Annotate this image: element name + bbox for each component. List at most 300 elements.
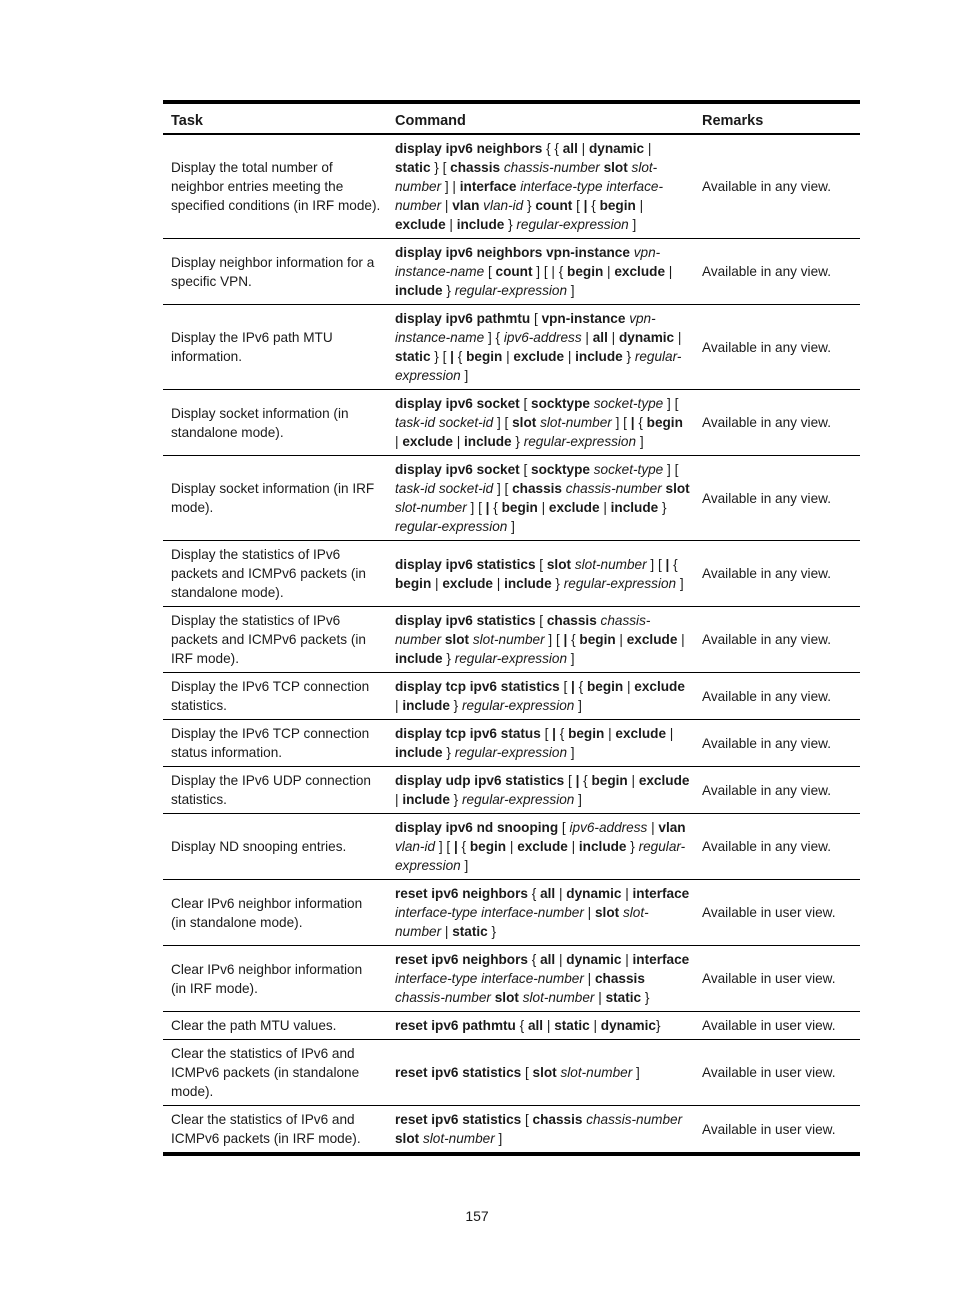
command-cell bbox=[387, 814, 694, 880]
command-keyword: static bbox=[452, 924, 488, 939]
command-syntax: { bbox=[527, 886, 541, 901]
command-keyword: count bbox=[535, 198, 573, 213]
command-keyword: include bbox=[402, 792, 450, 807]
task-cell: Display the statistics of IPv6 packets and ICMPv6 packets (in standalone mode). bbox=[171, 547, 366, 600]
command-keyword: exclude bbox=[626, 632, 678, 647]
command-argument: chassis-number bbox=[503, 160, 600, 175]
command-syntax: ] [ bbox=[493, 481, 513, 496]
command-keyword: display ipv6 socket bbox=[395, 462, 520, 477]
command-argument: chassis-number bbox=[586, 1112, 683, 1127]
command-syntax: | bbox=[594, 990, 606, 1005]
command-syntax: | bbox=[627, 773, 639, 788]
command-keyword: slot bbox=[546, 556, 572, 572]
command-syntax: } bbox=[504, 217, 517, 232]
command-syntax: } bbox=[442, 283, 455, 298]
command-keyword: exclude bbox=[614, 264, 665, 279]
command-keyword: chassis bbox=[595, 971, 645, 986]
header-remarks: Remarks bbox=[702, 113, 764, 129]
command-syntax: [ bbox=[484, 264, 496, 279]
command-syntax: } bbox=[658, 500, 667, 515]
command-argument: slot-number bbox=[395, 160, 658, 194]
command-syntax: ] [ bbox=[663, 462, 679, 477]
task-cell: Display the total number of neighbor entries meeting the specified conditions (in IRF mode). bbox=[171, 160, 381, 213]
command-syntax: | bbox=[603, 264, 615, 279]
command-syntax: | bbox=[621, 886, 633, 901]
command-keyword: display ipv6 neighbors vpn-instance bbox=[395, 245, 630, 260]
command-syntax: | bbox=[583, 905, 595, 920]
command-syntax: } [ bbox=[430, 160, 451, 175]
remarks-cell: Available in any view. bbox=[702, 490, 831, 506]
command-argument: interface-type interface-number bbox=[395, 179, 663, 213]
command-keyword: static bbox=[554, 1018, 590, 1033]
command-table bbox=[163, 100, 860, 1156]
command-keyword: display ipv6 statistics bbox=[395, 556, 536, 572]
command-syntax: ] [ bbox=[663, 396, 679, 411]
command-argument: slot-number bbox=[574, 556, 647, 572]
command-syntax: { bbox=[457, 839, 470, 854]
remarks-cell: Available in any view. bbox=[702, 264, 831, 279]
command-keyword: static bbox=[395, 160, 431, 175]
command-keyword: | bbox=[575, 773, 580, 788]
command-argument: slot-number bbox=[472, 632, 545, 647]
command-keyword: | bbox=[571, 679, 575, 694]
command-syntax: | bbox=[599, 500, 611, 515]
task-cell: Display socket information (in IRF mode). bbox=[171, 481, 375, 515]
command-syntax: | bbox=[555, 886, 567, 901]
command-syntax: | bbox=[506, 839, 518, 854]
command-keyword: chassis bbox=[546, 613, 597, 628]
command-keyword: include bbox=[504, 575, 552, 591]
command-syntax: ] bbox=[574, 792, 582, 807]
task-cell: Display the statistics of IPv6 packets and ICMPv6 packets (in IRF mode). bbox=[171, 613, 366, 666]
command-keyword: exclude bbox=[442, 575, 493, 591]
command-keyword: socktype bbox=[531, 462, 590, 477]
command-keyword: | bbox=[563, 632, 568, 647]
command-argument: regular-expression bbox=[523, 434, 637, 449]
command-keyword: | bbox=[485, 500, 490, 515]
command-cell bbox=[387, 720, 694, 767]
table-row bbox=[163, 720, 860, 767]
command-argument: slot-number bbox=[522, 990, 595, 1005]
remarks-cell: Available in any view. bbox=[702, 782, 831, 798]
command-keyword: begin bbox=[395, 575, 432, 591]
command-syntax: } [ bbox=[430, 349, 451, 364]
command-syntax: | bbox=[581, 330, 593, 345]
command-syntax: | bbox=[445, 217, 457, 232]
command-cell bbox=[387, 946, 694, 1012]
table-row bbox=[163, 880, 860, 946]
command-keyword: all bbox=[592, 330, 608, 345]
command-syntax: ] bbox=[628, 217, 637, 232]
task-cell: Display socket information (in standalone mode). bbox=[171, 405, 349, 440]
command-keyword: include bbox=[395, 283, 443, 298]
command-syntax: { bbox=[669, 556, 678, 572]
command-syntax: | bbox=[589, 1018, 601, 1033]
task-cell: Clear the statistics of IPv6 and ICMPv6 packets (in IRF mode). bbox=[171, 1112, 361, 1146]
command-keyword: | bbox=[453, 839, 458, 854]
command-argument: slot-number bbox=[395, 500, 467, 515]
command-syntax: ] bbox=[636, 434, 644, 449]
command-keyword: include bbox=[395, 651, 443, 666]
command-keyword: display ipv6 statistics bbox=[395, 613, 536, 628]
table-row bbox=[163, 767, 860, 814]
command-keyword: | bbox=[552, 726, 556, 741]
command-keyword: display ipv6 socket bbox=[395, 396, 520, 411]
command-keyword: socktype bbox=[531, 396, 590, 411]
command-argument: vpn-instance-name bbox=[395, 245, 661, 279]
command-syntax: [ bbox=[521, 1065, 533, 1080]
command-syntax: [ bbox=[572, 198, 584, 213]
command-syntax: ] [ bbox=[466, 500, 486, 515]
command-cell bbox=[387, 880, 694, 946]
command-keyword: | bbox=[665, 556, 670, 572]
remarks-cell: Available in user view. bbox=[702, 1018, 836, 1033]
command-keyword: static bbox=[605, 990, 642, 1005]
remarks-cell: Available in any view. bbox=[702, 839, 831, 854]
remarks-cell: Available in any view. bbox=[702, 632, 831, 647]
command-syntax: | bbox=[441, 924, 453, 939]
command-syntax: | bbox=[564, 349, 576, 364]
header-task: Task bbox=[171, 113, 203, 129]
command-syntax: } bbox=[523, 198, 536, 213]
table-row bbox=[163, 814, 860, 880]
table-row bbox=[163, 456, 860, 541]
command-syntax: | bbox=[583, 971, 595, 986]
command-syntax: ] { bbox=[484, 330, 504, 345]
command-syntax: | bbox=[431, 575, 443, 591]
remarks-cell: Available in any view. bbox=[702, 735, 831, 751]
command-keyword: reset ipv6 statistics bbox=[395, 1112, 522, 1127]
command-keyword: static bbox=[395, 349, 431, 364]
command-argument: regular-expression bbox=[395, 839, 686, 873]
command-keyword: begin bbox=[586, 679, 624, 694]
command-keyword: exclude bbox=[513, 349, 565, 364]
command-argument: slot-number bbox=[395, 905, 649, 939]
page-number: 157 bbox=[465, 1208, 489, 1224]
remarks-cell: Available in user view. bbox=[702, 1065, 836, 1080]
command-syntax: | bbox=[615, 632, 627, 647]
command-argument: chassis-number bbox=[395, 990, 491, 1005]
command-argument: task-id socket-id bbox=[395, 415, 494, 430]
command-keyword: slot bbox=[512, 415, 537, 430]
command-keyword: | bbox=[583, 198, 588, 213]
command-keyword: reset ipv6 pathmtu bbox=[395, 1018, 516, 1033]
command-syntax: } bbox=[442, 745, 455, 760]
header-command: Command bbox=[395, 113, 466, 129]
command-keyword: exclude bbox=[517, 839, 568, 854]
command-cell bbox=[387, 673, 694, 720]
command-keyword: interface bbox=[632, 886, 690, 901]
command-keyword: slot bbox=[532, 1065, 557, 1080]
command-syntax: ] bbox=[574, 698, 582, 713]
command-keyword: display ipv6 neighbors bbox=[395, 141, 543, 156]
command-syntax: ] bbox=[567, 745, 575, 760]
command-keyword: include bbox=[575, 349, 623, 364]
command-cell bbox=[387, 456, 694, 541]
remarks-cell: Available in any view. bbox=[702, 339, 831, 355]
command-syntax: } bbox=[487, 924, 497, 939]
command-keyword: reset ipv6 neighbors bbox=[395, 886, 528, 901]
task-cell: Clear the path MTU values. bbox=[171, 1018, 337, 1033]
task-cell: Display the IPv6 TCP connection status information. bbox=[171, 726, 370, 760]
command-syntax: } bbox=[641, 990, 650, 1005]
command-syntax: { bbox=[634, 415, 647, 430]
command-syntax: { bbox=[567, 632, 580, 647]
command-keyword: vpn-instance bbox=[541, 311, 626, 326]
command-cell bbox=[387, 767, 694, 814]
task-cell: Display the IPv6 TCP connection statistics. bbox=[171, 679, 370, 713]
command-keyword: include bbox=[578, 839, 627, 854]
command-keyword: dynamic bbox=[600, 1018, 656, 1033]
command-syntax: | bbox=[644, 141, 652, 156]
table-row bbox=[163, 607, 860, 673]
command-keyword: display ipv6 pathmtu bbox=[395, 311, 531, 326]
command-cell bbox=[387, 134, 694, 239]
command-syntax: ] bbox=[460, 368, 469, 383]
command-syntax: ] [ bbox=[646, 556, 666, 572]
command-syntax: | bbox=[492, 575, 505, 591]
remarks-cell: Available in user view. bbox=[702, 905, 836, 920]
command-syntax: | bbox=[666, 726, 674, 741]
command-syntax: ] [ bbox=[544, 632, 564, 647]
command-keyword: vlan bbox=[658, 820, 686, 835]
command-keyword: | bbox=[450, 349, 454, 364]
command-argument: vlan-id bbox=[395, 839, 436, 854]
command-syntax: | bbox=[567, 839, 579, 854]
command-keyword: exclude bbox=[395, 217, 446, 232]
remarks-cell: Available in any view. bbox=[702, 415, 831, 430]
command-keyword: reset ipv6 statistics bbox=[395, 1065, 522, 1080]
command-keyword: exclude bbox=[615, 726, 667, 741]
command-syntax: | bbox=[395, 434, 403, 449]
command-syntax: ] bbox=[507, 519, 515, 534]
command-keyword: include bbox=[610, 500, 659, 515]
command-argument: regular-expression bbox=[563, 575, 677, 591]
command-syntax: | bbox=[621, 952, 633, 967]
command-syntax: | bbox=[647, 820, 659, 835]
command-keyword: begin bbox=[567, 264, 604, 279]
command-keyword: include bbox=[456, 217, 505, 232]
task-cell: Display ND snooping entries. bbox=[171, 839, 347, 854]
command-argument: regular-expression bbox=[395, 349, 682, 383]
command-keyword: interface bbox=[459, 179, 517, 194]
command-keyword: include bbox=[402, 698, 450, 713]
table-row bbox=[163, 541, 860, 607]
command-argument: regular-expression bbox=[454, 651, 568, 666]
command-keyword: begin bbox=[568, 726, 605, 741]
command-keyword: begin bbox=[469, 839, 507, 854]
command-syntax: [ bbox=[530, 311, 542, 326]
command-syntax: [ bbox=[535, 556, 547, 572]
task-cell: Display the IPv6 path MTU information. bbox=[171, 330, 333, 364]
command-syntax: ] [ bbox=[435, 839, 454, 854]
table-row bbox=[163, 305, 860, 390]
table-row bbox=[163, 134, 860, 239]
command-keyword: exclude bbox=[638, 773, 690, 788]
table-row bbox=[163, 1040, 860, 1106]
command-syntax: { bbox=[515, 1018, 528, 1033]
command-syntax: ] [ bbox=[611, 415, 631, 430]
remarks-cell: Available in any view. bbox=[702, 566, 831, 581]
command-syntax: ] [ | { bbox=[532, 264, 568, 279]
command-keyword: reset ipv6 neighbors bbox=[395, 952, 528, 967]
command-syntax: | bbox=[543, 1018, 555, 1033]
command-keyword: all bbox=[527, 1018, 544, 1033]
command-syntax: ] bbox=[676, 575, 684, 591]
task-cell: Clear IPv6 neighbor information (in standalone mode). bbox=[171, 895, 363, 930]
table-body bbox=[163, 134, 860, 1154]
command-syntax: { bbox=[527, 952, 541, 967]
command-syntax: | bbox=[395, 698, 403, 713]
command-keyword: dynamic bbox=[566, 952, 622, 967]
command-syntax: { bbox=[489, 500, 502, 515]
command-syntax: ] bbox=[494, 1131, 503, 1146]
command-syntax: | bbox=[537, 500, 549, 515]
table-row bbox=[163, 390, 860, 456]
command-argument: regular-expression bbox=[462, 698, 575, 713]
command-keyword: all bbox=[540, 886, 556, 901]
command-syntax: [ bbox=[519, 396, 532, 411]
command-syntax: [ bbox=[521, 1112, 533, 1127]
command-argument: chassis-number bbox=[395, 613, 651, 647]
table-row bbox=[163, 946, 860, 1012]
command-syntax: [ bbox=[564, 773, 576, 788]
table-row bbox=[163, 673, 860, 720]
command-keyword: | bbox=[630, 415, 635, 430]
command-syntax: } bbox=[626, 839, 639, 854]
command-argument: regular-expression bbox=[454, 283, 568, 298]
command-syntax: | bbox=[577, 141, 589, 156]
command-syntax: [ bbox=[540, 726, 553, 741]
command-keyword: begin bbox=[579, 632, 616, 647]
command-syntax: ] [ bbox=[493, 415, 513, 430]
command-argument: task-id socket-id bbox=[395, 481, 494, 496]
remarks-cell: Available in user view. bbox=[702, 971, 836, 986]
command-syntax: } bbox=[551, 575, 564, 591]
command-syntax: | bbox=[665, 264, 673, 279]
command-argument: slot-number bbox=[560, 1065, 633, 1080]
command-keyword: slot bbox=[665, 481, 690, 496]
command-keyword: display tcp ipv6 statistics bbox=[395, 679, 560, 694]
command-cell bbox=[387, 1040, 694, 1106]
command-syntax: | bbox=[623, 679, 635, 694]
command-keyword: begin bbox=[501, 500, 538, 515]
command-keyword: slot bbox=[395, 1131, 420, 1146]
command-keyword: display tcp ipv6 status bbox=[395, 726, 541, 741]
command-syntax: | bbox=[452, 434, 465, 449]
table-row bbox=[163, 1106, 860, 1155]
command-syntax: [ bbox=[559, 679, 572, 694]
command-keyword: begin bbox=[466, 349, 503, 364]
command-argument: chassis-number bbox=[565, 481, 662, 496]
table-row bbox=[163, 1012, 860, 1040]
command-keyword: slot bbox=[595, 905, 620, 920]
command-syntax: { bbox=[579, 773, 592, 788]
command-argument: regular-expression bbox=[395, 519, 508, 534]
remarks-cell: Available in user view. bbox=[702, 1121, 836, 1137]
command-keyword: exclude bbox=[402, 434, 453, 449]
task-cell: Clear IPv6 neighbor information (in IRF mode). bbox=[171, 961, 363, 996]
command-syntax: { { bbox=[542, 141, 563, 156]
command-keyword: interface bbox=[632, 952, 690, 967]
command-keyword: begin bbox=[599, 198, 636, 213]
command-syntax: } bbox=[655, 1018, 661, 1033]
command-keyword: chassis bbox=[512, 481, 562, 496]
command-syntax: | bbox=[395, 792, 403, 807]
command-keyword: display udp ipv6 statistics bbox=[395, 773, 565, 788]
command-argument: regular-expression bbox=[454, 745, 568, 760]
command-argument: interface-type interface-number bbox=[395, 905, 584, 920]
command-keyword: slot bbox=[603, 160, 628, 175]
command-argument: slot-number bbox=[422, 1131, 495, 1146]
command-argument: regular-expression bbox=[462, 792, 575, 807]
command-keyword: include bbox=[395, 745, 443, 760]
command-keyword: include bbox=[464, 434, 512, 449]
command-cell bbox=[387, 1012, 694, 1040]
command-keyword: slot bbox=[494, 990, 519, 1005]
command-syntax: [ bbox=[535, 613, 547, 628]
command-keyword: chassis bbox=[450, 160, 501, 175]
command-syntax: | bbox=[677, 632, 685, 647]
command-argument: interface-type interface-number bbox=[395, 971, 584, 986]
command-keyword: slot bbox=[444, 632, 470, 647]
task-cell: Display neighbor information for a specific VPN. bbox=[171, 254, 375, 289]
command-syntax: } bbox=[511, 434, 524, 449]
command-syntax: | bbox=[607, 330, 619, 345]
command-syntax: | bbox=[555, 952, 567, 967]
command-syntax: { bbox=[574, 679, 587, 694]
command-syntax: ] bbox=[567, 283, 575, 298]
command-cell bbox=[387, 541, 694, 607]
remarks-cell: Available in any view. bbox=[702, 688, 831, 704]
command-keyword: vlan bbox=[452, 198, 480, 213]
command-keyword: all bbox=[540, 952, 556, 967]
command-syntax: | bbox=[502, 349, 514, 364]
command-argument: vlan-id bbox=[483, 198, 524, 213]
command-syntax: [ bbox=[519, 462, 532, 477]
command-keyword: begin bbox=[591, 773, 628, 788]
command-keyword: exclude bbox=[548, 500, 600, 515]
command-cell bbox=[387, 390, 694, 456]
command-argument: ipv6-address bbox=[569, 820, 648, 835]
command-keyword: dynamic bbox=[588, 141, 645, 156]
command-keyword: display ipv6 nd snooping bbox=[395, 820, 559, 835]
command-argument: socket-type bbox=[593, 462, 664, 477]
command-cell bbox=[387, 607, 694, 673]
command-argument: ipv6-address bbox=[503, 330, 582, 345]
remarks-cell: Available in any view. bbox=[702, 179, 831, 194]
command-syntax: | bbox=[441, 198, 453, 213]
command-argument: vpn-instance-name bbox=[395, 311, 656, 345]
task-cell: Display the IPv6 UDP connection statistics. bbox=[171, 773, 371, 807]
command-syntax: } bbox=[449, 792, 462, 807]
command-syntax: { bbox=[453, 349, 467, 364]
command-syntax: } bbox=[442, 651, 455, 666]
table-row bbox=[163, 239, 860, 305]
command-argument: regular-expression bbox=[516, 217, 629, 232]
command-syntax: | bbox=[674, 330, 682, 345]
task-cell: Clear the statistics of IPv6 and ICMPv6 packets (in standalone mode). bbox=[171, 1046, 360, 1099]
command-keyword: exclude bbox=[634, 679, 685, 694]
command-syntax: { bbox=[587, 198, 600, 213]
command-cell bbox=[387, 1106, 694, 1155]
command-keyword: dynamic bbox=[566, 886, 622, 901]
command-keyword: begin bbox=[646, 415, 683, 430]
command-argument: slot-number bbox=[540, 415, 612, 430]
command-cell bbox=[387, 305, 694, 390]
command-syntax: { bbox=[555, 726, 569, 741]
command-syntax: | bbox=[604, 726, 616, 741]
